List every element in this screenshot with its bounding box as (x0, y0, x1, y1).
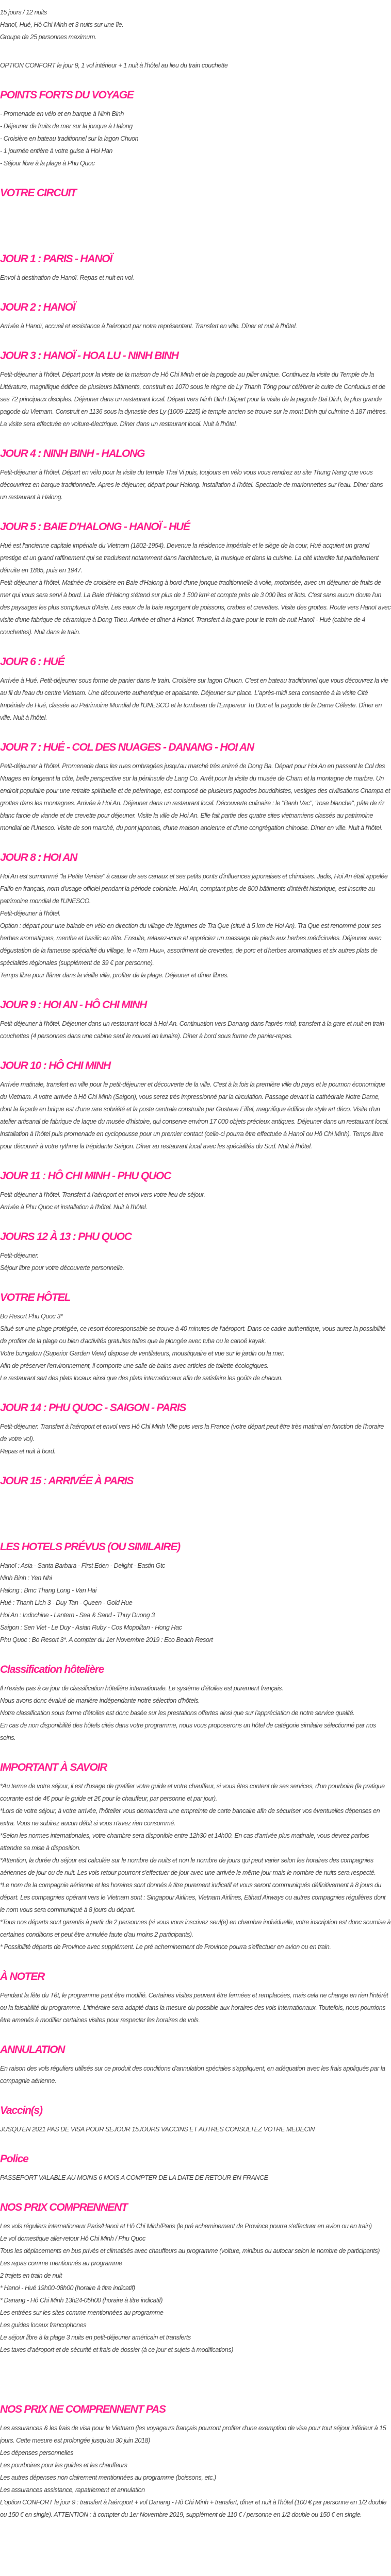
section (0, 2403, 391, 2521)
section (0, 2153, 391, 2184)
section-paragraph: Tous les déplacements en bus privés et climatisés avec chauffeurs au programme (voiture, minibus ou autocar selon le nombre de participants) (0, 2247, 380, 2255)
section-paragraph: Arrivée à Phu Quoc et installation à l'hôtel. Nuit à l'hôtel. (0, 1204, 148, 1211)
section-paragraph: Temps libre pour flâner dans la vieille ville, profiter de la plage. Déjeuner et dîner libres. (0, 972, 229, 979)
section-paragraph: - 1 journée entière à votre guise à Hoi Han (0, 147, 112, 155)
section-paragraph: - Promenade en vélo et en barque à Ninh Binh (0, 110, 124, 117)
section-paragraph: *Attention, la durée du séjour est calculée sur le nombre de nuits et non le nombre de jours qui peut varier selon les horaires des compagnies aériennes de jour ou de nuit. Les vols retour pourront s'effectuer de jour avec une arrivée le même jour mais le nombre de nuits sera respecté. (0, 1857, 376, 1876)
section-paragraph: Les assurances assistance, rapatriement et annulation (0, 2486, 145, 2494)
section (0, 1761, 391, 1953)
section-paragraph: Arrivée matinale, transfert en ville pour le petit-déjeuner et découverte de la ville. C'est à la fois la première ville du pays et le poumon économique du Vietnam. A votre arrivée à Hô Chi Minh (Saigon), vous serez très impressionné par la circulation. Passage devant la cathédrale Notre Dame, dont la façade en brique est d'une rare sobriété et la poste centrale construite par Gustave Eiffel, magnifique édifice de style art déco. Visite d'un atelier artisanal de fabrique de laque du musée d'histoire, qui conserve environ 17 000 objets précieux antiques. Déjeuner dans un restaurant local. Installation à l'hôtel puis promenade en cyclopousse pour un premier contact (celle-ci pourra être effectuée à Hanoï ou Hô Chi Minh). Temps libre pour découvrir à votre rythme la trépidante Saigon. Dîner au restaurant local avec les spécialités du Sud. Nuit à l'hôtel. (0, 1081, 389, 1150)
section (0, 1401, 391, 1458)
section (0, 520, 391, 638)
section-paragraph: * Danang - Hô Chi Minh 13h24-05h00 (horaire à titre indicatif) (0, 2297, 163, 2304)
section-paragraph: Les entrées sur les sites comme mentionnées au programme (0, 2309, 164, 2316)
section-paragraph: *Lors de votre séjour, à votre arrivée, l'hôtelier vous demandera une empreinte de carte bancaire afin de sécuriser vos éventuelles dépenses en extra. Vous ne subirez aucun débit si vous n'avez rien consommé. (0, 1807, 380, 1827)
section-heading: JOUR 15 : ARRIVÉE À PARIS (0, 1475, 134, 1487)
section (0, 1540, 391, 1646)
section-paragraph: Petit-déjeuner à l'hôtel. (0, 910, 61, 917)
intro (0, 6, 391, 72)
section-heading: JOUR 10 : HÔ CHI MINH (0, 1060, 110, 1072)
section-paragraph: Hoi An : Indochine - Lantern - Sea & Sand - Thuy Duong 3 (0, 1612, 155, 1619)
section-paragraph: Petit-déjeuner à l'hôtel. Départ pour la visite de la maison de Hô Chi Minh et de la pagode au pilier unique. Continuez la visite du Temple de la Littérature, magnifique édifice de plusieurs bâtiments, construit en 1070 sous le règne de Ly Thanh Tông pour célébrer le culte de Confucius et de ses 72 principaux disciples. Déjeuner dans un restaurant local. Départ vers Ninh Binh Départ pour la visite de la pagode Bai Dinh, la plus grande pagode du Vietnam. Construit en 1136 sous la dynastie des Ly (1009-1225) le temple ancien se trouve sur le mont Dinh qui culmine à 187 mètres. La visite sera effectuée en voiture-électrique. Dîner dans un restaurant local. Nuit à l'hôtel. (0, 371, 387, 428)
section-heading: ANNULATION (0, 2044, 65, 2056)
section (0, 1970, 391, 2026)
section (0, 447, 391, 503)
sections (0, 89, 391, 2521)
section (0, 2104, 391, 2136)
section-heading: JOUR 8 : HOI AN (0, 852, 77, 863)
section (0, 1059, 391, 1153)
section-paragraph: Phu Quoc : Bo Resort 3*. A compter du 1er Novembre 2019 : Eco Beach Resort (0, 1636, 213, 1643)
section-heading: VOTRE CIRCUIT (0, 187, 76, 199)
section-paragraph: Les vols réguliers internationaux Paris/Hanoï et Hô Chi Minh/Paris (le pré acheminement de Province pourra s'effectuer en avion ou en train) (0, 2223, 372, 2230)
section-paragraph: Hanoï : Asia - Santa Barbara - First Eden - Delight - Eastin Gtc (0, 1562, 166, 1569)
section-paragraph: JUSQU'EN 2021 PAS DE VISA POUR SEJOUR 15JOURS VACCINS ET AUTRES CONSULTEZ VOTRE MEDECIN (0, 2126, 315, 2133)
section-paragraph: Les pourboires pour les guides et les chauffeurs (0, 2462, 127, 2469)
section-paragraph: *Au terme de votre séjour, il est d'usage de gratifier votre guide et votre chauffeur, si vous êtes content de ses services, d'un pourboire (la pratique courante est de 4€ pour le guide et 2€ pour le chauffeur, par personne et par jour). (0, 1783, 385, 1802)
section-paragraph: 2 trajets en train de nuit (0, 2272, 62, 2279)
section-paragraph: Petit-déjeuner. (0, 1252, 39, 1259)
spacer (0, 206, 391, 235)
section-paragraph: - Croisière en bateau traditionnel sur la lagon Chuon (0, 135, 139, 142)
section-heading: NOS PRIX COMPRENNENT (0, 2201, 127, 2213)
section-heading: À NOTER (0, 1971, 45, 1982)
section-paragraph: Le vol domestique aller-retour Hô Chi Minh / Phu Quoc (0, 2235, 145, 2242)
section-heading: JOURS 12 À 13 : PHU QUOC (0, 1231, 132, 1243)
section-paragraph: Ninh Binh : Yen Nhi (0, 1574, 52, 1582)
section-paragraph: L'option CONFORT le jour 9 : transfert à l'aéroport + vol Danang - Hô Chi Minh + transfert, dîner et nuit à l'hôtel (100 € par personne en 1/2 double ou 150 € en single). ATTENTION : à compter du 1er Novembre 2019, supplément de 110 € / personne en 1/2 double ou 150 € en single. (0, 2499, 387, 2518)
intro-destinations: Hanoï, Hué, Hô Chi Minh et 3 nuits sur une île. (0, 21, 124, 28)
section-paragraph: Nous avons donc évalué de manière indépendante notre sélection d'hôtels. (0, 1697, 200, 1704)
intro-comfort-option: OPTION CONFORT le jour 9, 1 vol intérieur + 1 nuit à l'hôtel au lieu du train couchette (0, 62, 228, 69)
section-paragraph: Hoi An est surnommé "la Petite Venise" à cause de ses canaux et ses petits ponts d'influences japonaises et chinoises. Jadis, Hoi An était appelée Faifo en français, nom d'usage officiel pendant la période coloniale. Hoi An, comptant plus de 800 bâtiments d'intérêt historique, est inscrite au patrimoine mondial de l'UNESCO. (0, 873, 388, 905)
section-heading: JOUR 2 : HANOÏ (0, 301, 75, 313)
section-heading: Vaccin(s) (0, 2105, 42, 2116)
section-paragraph: Votre bungalow (Superior Garden View) dispose de ventilateurs, moustiquaire et vue sur le jardin ou la mer. (0, 1350, 285, 1357)
section-paragraph: Les repas comme mentionnés au programme (0, 2260, 122, 2267)
section-paragraph: *Le nom de la compagnie aérienne et les horaires sont donnés à titre purement indicatif et vous seront communiqués définitivement à 8 jours du départ. Les compagnies opérant vers le Vietnam sont : Singapour Airlines, Vietnam Airlines, Etihad Airways ou autres compagnies régulières dont le nom vous sera communiqué à 8 jours du départ. (0, 1882, 386, 1913)
section (0, 1475, 391, 1523)
section-heading: JOUR 4 : NINH BINH - HALONG (0, 448, 145, 460)
section-paragraph: Les taxes d'aéroport et de sécurité et frais de dossier (à ce jour et sujets à modifications) (0, 2346, 233, 2353)
section (0, 301, 391, 332)
section-heading: POINTS FORTS DU VOYAGE (0, 89, 134, 101)
section-paragraph: Séjour libre pour votre découverte personnelle. (0, 1264, 124, 1272)
spacer (0, 1494, 391, 1523)
intro-duration: 15 jours / 12 nuits (0, 9, 47, 16)
section-paragraph: *Tous nos départs sont garantis à partir de 2 personnes (si vous vous inscrivez seul(e) en chambre individuelle, votre inscription est donc soumise à certaines conditions et peut être annulée faute d'au moins 2 participants). (0, 1919, 391, 1938)
section (0, 2043, 391, 2087)
section-paragraph: Petit-déjeuner à l'hôtel. Déjeuner dans un restaurant local à Hoi An. Continuation vers Danang dans l'après-midi, transfert à la gare et nuit en train-couchettes (4 personnes dans une cabine sauf le nouvel an lunaire). Dîner à bord sous forme de panier-repas. (0, 1020, 386, 1040)
section-paragraph: Les assurances & les frais de visa pour le Vietnam (les voyageurs français pourront profiter d'une exemption de visa pour tout séjour inférieur à 15 jours. Cette mesure est prolongée jusqu'au 30 juin 2018) (0, 2425, 386, 2444)
section-heading: VOTRE HÔTEL (0, 1292, 71, 1303)
section (0, 741, 391, 834)
section-paragraph: Petit-déjeuner. Transfert à l'aéroport et envol vers Hô Chi Minh Ville puis vers la France (votre départ peut être très matinal en fonction de l'horaire de votre vol). (0, 1423, 384, 1443)
section (0, 187, 391, 235)
section (0, 851, 391, 981)
section-paragraph: Le séjour libre à la plage 3 nuits en petit-déjeuner américain et transferts (0, 2334, 191, 2341)
section-heading: JOUR 14 : PHU QUOC - SAIGON - PARIS (0, 1402, 186, 1414)
section-paragraph: Repas et nuit à bord. (0, 1448, 56, 1455)
section-paragraph: Saigon : Sen Viet - Le Duy - Asian Ruby - Cos Mopolitan - Hong Hac (0, 1624, 182, 1631)
section-paragraph: Pendant la fête du Têt, le programme peut être modifié. Certaines visites peuvent être fermées et remplacées, mais cela ne change en rien l'intérêt ou la faisabilité du programme. L'itinéraire sera adapté dans la mesure du possible aux horaires des vols internationaux. Toutefois, nous pourrions être amenés à modifier certaines visites pour respecter les horaires de vols. (0, 1992, 388, 2024)
section-heading: JOUR 3 : HANOÏ - HOA LU - NINH BINH (0, 350, 178, 362)
section-heading: NOS PRIX NE COMPRENNENT PAS (0, 2403, 166, 2415)
section-paragraph: Option : départ pour une balade en vélo en direction du village de légumes de Tra Que (situé à 5 km de Hoi An). Tra Que est renommé pour ses herbes aromatiques, menthe et basilic en tête. Ensuite, relaxez-vous et appréciez un massage de pieds aux herbes médicinales. Déjeuner avec dégustation de la fameuse spécialité du village, le «Tam Huu», assortiment de crevettes, de porc et d'herbes aromatiques et six autres plats de spécialités régionales (supplément de 39 € par personne). (0, 922, 382, 967)
section (0, 1663, 391, 1744)
section-paragraph: Bo Resort Phu Quoc 3* (0, 1313, 63, 1320)
section-paragraph: Les guides locaux francophones (0, 2321, 87, 2329)
section-paragraph: Afin de préserver l'environnement, il comporte une salle de bains avec articles de toilette écologiques. (0, 1362, 269, 1369)
section (0, 998, 391, 1042)
section-paragraph: Les dépenses personnelles (0, 2449, 74, 2456)
section-paragraph: * Hanoi - Hué 19h00-08h00 (horaire à titre indicatif) (0, 2284, 135, 2292)
section-paragraph: Envol à destination de Hanoï. Repas et nuit en vol. (0, 274, 134, 281)
section-paragraph: Petit-déjeuner à l'hôtel. Promenade dans les rues ombragées jusqu'au marché très animé de Dong Ba. Départ pour Hoi An en passant le Col des Nuages en longeant la côte, belle perspective sur la péninsule de Lang Co. Arrêt pour la visite du musée de Cham et la montagne de marbre. Un endroit populaire pour une retraite spirituelle et de pèlerinage, est composé de plusieurs pagodes bouddhistes, vestiges des civilisations Champa et grottes dans les montagnes. Arrivée à Hoi An. Déjeuner dans un restaurant local. Découverte culinaire : le "Banh Vac", "rose blanche", pâte de riz blanc farcie de viande et de crevette pour déjeuner. Visite la ville de Hoi An. Elle fait partie des quatre sites vietnamiens classés au patrimoine mondial de l'Unesco. Visite de son marché, du pont japonais, d'une maison ancienne et d'une congrégation chinoise. Dîner en ville. Nuit à l'hôtel. (0, 762, 390, 832)
section-heading: Classification hôtelière (0, 1664, 104, 1675)
section-paragraph: Halong : Bmc Thang Long - Van Hai (0, 1587, 96, 1594)
section (0, 2201, 391, 2386)
section (0, 1230, 391, 1274)
section-heading: JOUR 1 : PARIS - HANOÏ (0, 253, 112, 265)
section (0, 655, 391, 724)
section-paragraph: Arrivée à Hué. Petit-déjeuner sous forme de panier dans le train. Croisière sur lagon Chuon. C'est en bateau traditionnel que vous découvrez la vie au fil du l'eau du centre Vietnam. Une découverte authentique et apaisante. Déjeuner sur place. L'après-midi sera consacrée à la visite Cité Impériale de Hué, classée au Patrimoine Mondial de l'UNESCO et le tombeau de l'Empereur Tu Duc et la pagode de la Dame Céleste. Dîner en ville. Nuit à l'hôtel. (0, 677, 388, 721)
section-paragraph: *Selon les normes internationales, votre chambre sera disponible entre 12h30 et 14h00. En cas d'arrivée plus matinale, vous devrez parfois attendre sa mise à disposition. (0, 1832, 369, 1852)
section-paragraph: * Possibilité départs de Province avec supplément. Le pré acheminement de Province pourra s'effectuer en avion ou en train. (0, 1943, 331, 1951)
section-paragraph: En cas de non disponibilité des hôtels cités dans votre programme, nous vous proposerons un hôtel de catégorie similaire sélectionné par nos soins. (0, 1722, 376, 1741)
section-paragraph: - Séjour libre à la plage à Phu Quoc (0, 160, 95, 167)
section (0, 1291, 391, 1384)
section-paragraph: Arrivée à Hanoï, accueil et assistance à l'aéroport par notre représentant. Transfert en ville. Dîner et nuit à l'hôtel. (0, 323, 297, 330)
section-paragraph: Petit-déjeuner à l'hôtel. Matinée de croisière en Baie d'Halong à bord d'une jonque traditionnelle à voile, motorisée, avec un déjeuner de fruits de mer qui vous sera servi à bord. La Baie d'Halong s'étend sur plus de 1 500 km² et compte près de 3 000 îles et îlots. C'est sans aucun doute l'un des paysages les plus somptueux d'Asie. Les eaux de la baie regorgent de poissons, crabes et crevettes. Visite des grottes. Route vers Hanoï avec visite d'une fabrique de céramique à Dong Trieu. Arrivée et dîner à Hanoï. Transfert à la gare pour le train de nuit Hanoï - Hué (cabine de 4 couchettes). Nuit dans le train. (0, 579, 391, 636)
section-heading: IMPORTANT À SAVOIR (0, 1761, 107, 1773)
section-heading: JOUR 7 : HUÉ - COL DES NUAGES - DANANG - HOI AN (0, 741, 254, 753)
section-paragraph: Hué est l'ancienne capitale impériale du Vietnam (1802-1954). Devenue la résidence impériale et le siège de la cour, Hué acquiert un grand prestige et un grand raffinement qui se traduisent notamment dans l'architecture, la musique et dans la cuisine. La cité interdite fut partiellement détruite en 1885, puis en 1947. (0, 542, 379, 574)
section (0, 1170, 391, 1213)
section-heading: JOUR 6 : HUÉ (0, 656, 64, 668)
section-heading: JOUR 9 : HOI AN - HÔ CHI MINH (0, 999, 147, 1011)
section-heading: Police (0, 2153, 28, 2165)
section-paragraph: PASSEPORT VALABLE AU MOINS 6 MOIS A COMPTER DE LA DATE DE RETOUR EN FRANCE (0, 2174, 268, 2181)
section-paragraph: Il n'existe pas à ce jour de classification hôtelière internationale. Le système d'étoiles est purement français. (0, 1685, 283, 1692)
section-paragraph: Petit-déjeuner à l'hôtel. Départ en vélo pour la visite du temple Thai Vi puis, toujours en vélo vous vous rendrez au site Thung Nang que vous découvrirez en barque traditionnelle. Apres le déjeuner, départ pour Halong. Installation à l'hôtel. Spectacle de marionnettes sur l'eau. Dîner dans un restaurant à Halong. (0, 469, 383, 501)
section-heading: JOUR 5 : BAIE D'HALONG - HANOÏ - HUÉ (0, 521, 190, 533)
section-paragraph: Hué : Thanh Lich 3 - Duy Tan - Queen - Gold Hue (0, 1599, 133, 1606)
section-paragraph: Le restaurant sert des plats locaux ainsi que des plats internationaux afin de satisfaire les goûts de chacun. (0, 1375, 283, 1382)
section-paragraph: Situé sur une plage protégée, ce resort écoresponsable se trouve à 40 minutes de l'aéroport. Dans ce cadre authentique, vous aurez la possibilité de profiter de la plage ou bien d'activités gratuites telles que la plongée avec tuba ou le canoë kayak. (0, 1325, 386, 1345)
section (0, 252, 391, 284)
intro-group-size: Groupe de 25 personnes maximum. (0, 33, 96, 41)
section-heading: LES HOTELS PRÉVUS (OU SIMILAIRE) (0, 1541, 180, 1553)
section-paragraph: Notre classification sous forme d'étoiles est donc basée sur les prestations offertes ainsi que sur l'appréciation de notre service qualité. (0, 1709, 355, 1717)
section-heading: JOUR 11 : HÔ CHI MINH - PHU QUOC (0, 1170, 171, 1182)
spacer (0, 2356, 391, 2386)
section (0, 89, 391, 170)
section-paragraph: En raison des vols réguliers utilisés sur ce produit des conditions d'annulation spéciales s'appliquent, en adéquation avec les frais appliqués par la compagnie aérienne. (0, 2065, 385, 2084)
section (0, 349, 391, 430)
section-paragraph: - Déjeuner de fruits de mer sur la jonque à Halong (0, 123, 133, 130)
section-paragraph: Petit-déjeuner à l'hôtel. Transfert à l'aéroport et envol vers votre lieu de séjour. (0, 1191, 205, 1198)
section-paragraph: Les autres dépenses non clairement mentionnées au programme (boissons, etc.) (0, 2474, 216, 2481)
